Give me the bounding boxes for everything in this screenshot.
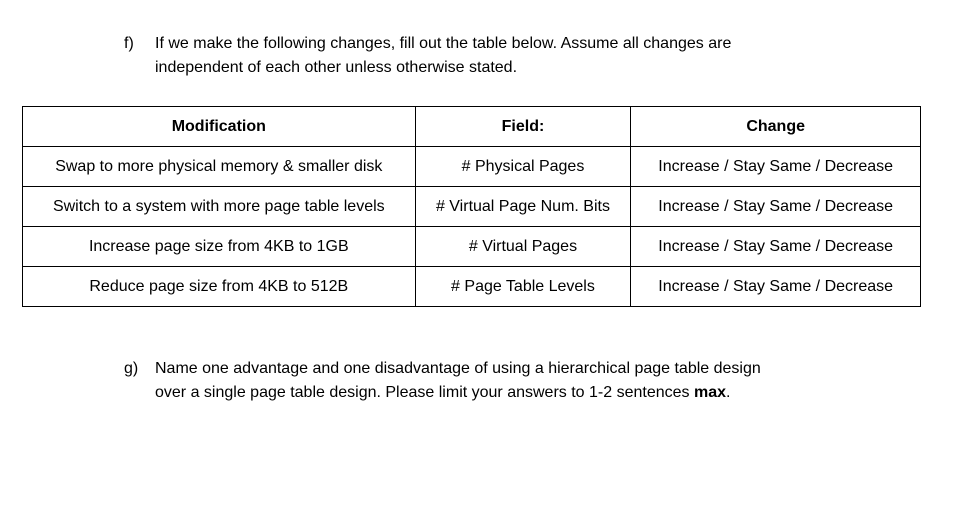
table-row — [23, 147, 921, 187]
question-g-letter: g) — [124, 360, 139, 377]
question-g-text — [155, 357, 864, 405]
header-field: Field: — [415, 107, 631, 147]
table-header-row — [23, 107, 921, 147]
question-g-line-2-prefix: over a single page table design. Please limit your answers to 1-2 sentences — [155, 384, 694, 401]
question-g — [124, 357, 864, 405]
question-g-line-2-suffix: . — [726, 384, 731, 401]
question-f-letter: f) — [124, 35, 134, 52]
question-g-line-2 — [155, 381, 864, 405]
header-change: Change — [631, 107, 921, 147]
table-row — [23, 267, 921, 307]
question-f-text — [155, 32, 824, 80]
table-row — [23, 227, 921, 267]
modification-cell: Increase page size from 4KB to 1GB — [23, 227, 416, 267]
table-row — [23, 187, 921, 227]
field-cell: # Physical Pages — [415, 147, 631, 187]
field-cell: # Virtual Pages — [415, 227, 631, 267]
question-f-line-1: If we make the following changes, fill out the table below. Assume all changes are — [155, 35, 732, 52]
question-f — [124, 32, 824, 80]
changes-table — [22, 106, 921, 307]
change-cell[interactable]: Increase / Stay Same / Decrease — [631, 187, 921, 227]
modification-cell: Switch to a system with more page table levels — [23, 187, 416, 227]
change-cell[interactable]: Increase / Stay Same / Decrease — [631, 227, 921, 267]
field-cell: # Virtual Page Num. Bits — [415, 187, 631, 227]
change-cell[interactable]: Increase / Stay Same / Decrease — [631, 267, 921, 307]
question-g-line-1: Name one advantage and one disadvantage of using a hierarchical page table design — [155, 360, 761, 377]
header-modification: Modification — [23, 107, 416, 147]
question-f-line-2: independent of each other unless otherwise stated. — [155, 59, 518, 76]
change-cell[interactable]: Increase / Stay Same / Decrease — [631, 147, 921, 187]
question-g-max-emphasis: max — [693, 384, 726, 401]
modification-cell: Reduce page size from 4KB to 512B — [23, 267, 416, 307]
modification-cell: Swap to more physical memory & smaller disk — [23, 147, 416, 187]
field-cell: # Page Table Levels — [415, 267, 631, 307]
